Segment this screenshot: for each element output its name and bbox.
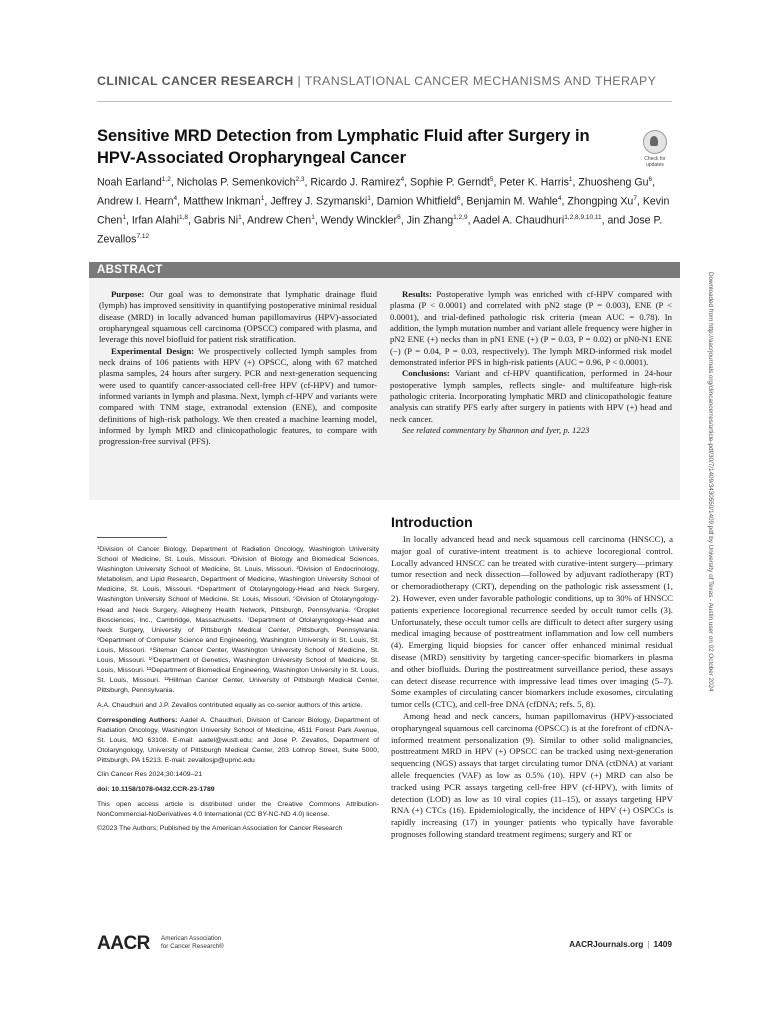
header-rule — [97, 101, 672, 102]
author: Matthew Inkman — [183, 195, 261, 208]
author: Zhongping Xu — [567, 195, 634, 208]
abstract-right-column — [390, 289, 672, 436]
abstract-design — [99, 346, 377, 448]
abstract-purpose — [99, 289, 377, 346]
conclusions-text: Variant and cf-HPV quantification, performed in 24-hour postoperative lymph samples, reflects single- and multifeature high-risk pathologic criteria. Incorporating lymphatic MRD and clinicopathologic feature analysis can stratify PFS early after surgery in patients with HPV (+) head and neck cancer. — [390, 368, 673, 424]
assoc-line-2: for Cancer Research® — [161, 943, 224, 950]
purpose-text: Our goal was to demonstrate that lymphatic drainage fluid (lymph) has improved sensitivity in quantifying postoperative minimal residual disease (MRD) in locally advanced human papillomavirus (HPV)-associated oropharyngeal squamous cell carcinoma (OPSCC) compared with plasma, and leverage this novel biofluid for patient risk stratification. — [99, 289, 378, 345]
aacr-association-name — [161, 935, 224, 951]
design-label: Experimental Design: — [111, 345, 195, 356]
author-affiliation: 1 — [122, 214, 126, 222]
author: Kevin Chen — [97, 195, 670, 227]
author-affiliation: 1 — [367, 195, 371, 203]
assoc-line-1: American Association — [161, 935, 222, 942]
citation: Clin Cancer Res 2024;30:1409–21 — [97, 771, 203, 779]
corresponding-label: Corresponding Authors: — [97, 716, 178, 724]
page-number: 1409 — [653, 939, 672, 949]
design-text: We prospectively collected lymph samples from neck drains of 106 patients with HPV (+) OPSCC, along with 67 matched plasma samples, 24 hours after surgery. PCR and next-generation sequencing were used to quantify cancer-associated cell-free HPV (cf-HPV) and tumor-informed variants in lymph and plasma. Next, lymph cf-HPV and variants were compared with TNM stage, extranodal extension (ENE), and composite definitions of high-risk pathology. We then created a machine learning model, informed by lymph MRD and clinicopathologic features, to compare with progression-free survival (PFS). — [99, 345, 377, 447]
author-list: Noah Earland$^{1,2}$, Nicholas P. Semenkovich$^{2,3}$, Ricardo J. Ramirez$^4$, Sophie P. Gerndt$^5$, Peter K. Harris$^1$, Zhuosheng Gu$^6$, Andrew I. Hearn$^4$, Matthew Inkman$^1$, Jeffrey J. Szymanski$^1$, Damion Whitfield$^6$, Benjamin M. Wahle$^4$, Zhongping Xu$^7$, Kevin Chen$^1$, Irfan Alahi$^{1,8}$, Gabris Ni$^1$, Andrew Chen$^1$, Wendy Winckler$^6$, Jin Zhang$^{1,2,9}$, Aadel A. Chaudhuri$^{1,2,8,9,10,11}$, and Jose P. Zevallos$^{7,12}$ — [97, 176, 670, 246]
author: Gabris Ni — [193, 214, 239, 227]
check-for-updates-badge[interactable] — [640, 130, 670, 168]
author: Sophie P. Gerndt — [410, 176, 490, 189]
doi-label: doi: — [97, 786, 110, 794]
footnote-rule — [97, 537, 167, 538]
corresponding-text: Aadel A. Chaudhuri, Division of Cancer Biology, Department of Radiation Oncology, Washington University School of Medicine, 4511 Forest Park Avenue, St. Louis, MO 63108. E-mail: aadel@wustl.edu; and Jose P. Zevallos, Department of Otolaryngology, University of Pittsburgh Medical Center, 203 Lothrop Street, Suite 5000, Pittsburgh, PA 15213. E-mail: zevallosjp@upmc.edu — [97, 716, 379, 764]
author: Noah Earland — [97, 176, 162, 189]
author-affiliation: 6 — [397, 214, 401, 222]
results-text: Postoperative lymph was enriched with cf-HPV compared with plasma (P < 0.0001) and correlated with pN2 stage (P = 0.003), ENE (P < 0.0001), and trial-defined pathologic risk criteria (mean AUC = 0.78). In addition, the lymph mutation number and variant allele frequency were higher in pN2 ENE (+) necks than in pN1 ENE (+) (P = 0.03, P = 0.02) or pN0-N1 ENE (−) (P = 0.04, P = 0.03, respectively). The lymph MRD-informed risk model demonstrated inferior PFS in high-risk patients (AUC = 0.96, P < 0.0001). — [390, 289, 673, 368]
commentary-link[interactable]: See related commentary by Shannon and Iyer, p. 1223 — [402, 425, 590, 436]
intro-paragraph-2: Among head and neck cancers, human papillomavirus (HPV)-associated oropharyngeal squamous cell carcinoma (OPSCC) is at the forefront of cfDNA-informed treatment personalization (9). Similar to other solid malignancies, posttreatment MRD in HPV (+) OPSCC can be tracked using next-generation sequencing (NGS) assays that target circulating tumor DNA (ctDNA) at variant allele frequencies (VAF) as low as 0.5% (10). HPV (+) MRD can also be tracked using PCR assays targeting cell-free HPV (cf-HPV), with limits of detection (LOD) as low as 10 viral copies (11–15), or assays targeting HPV RNA (+) CTCs (16). Epidemiologically, the incidence of HPV (+) OSPCCs is rapidly increasing (17) in younger patients who typically have favorable prognoses following standard treatment regimens; surgery and RT or — [391, 710, 673, 839]
author-affiliation: 1 — [568, 176, 573, 183]
author: Andrew Chen — [247, 214, 312, 227]
author-affiliation: 6 — [456, 195, 461, 203]
footer-site[interactable]: AACRJournals.org — [569, 939, 644, 949]
author-affiliation: 4 — [400, 176, 405, 183]
author: Jose P. Zevallos — [97, 214, 663, 246]
journal-name: CLINICAL CANCER RESEARCH — [97, 74, 294, 88]
author: Andrew I. Hearn — [97, 195, 174, 208]
footer-page-info — [569, 939, 672, 949]
author-affiliation: 2,3 — [295, 176, 305, 183]
introduction-heading: Introduction — [391, 514, 473, 530]
intro-paragraph-1: In locally advanced head and neck squamous cell carcinoma (HNSCC), a major goal of curative-intent treatment is to achieve locoregional control. Locally advanced HNSCC can be treated with curative-intent surgery—primary tumor resection and neck dissection—followed by adjuvant radiotherapy (RT) or chemoradiotherapy (CRT), depending on the pathologic risk assessment (1, 2). However, even under favorable pathologic conditions, up to 30% of HNSCC patients experience locoregional recurrence seeded by occult tumor cells (3). Unfortunately, these occult tumor cells are difficult to detect after surgery using medical imaging because of posttreatment inflammation and low cell numbers (4). Emerging liquid biopsies for cancer offer enhanced minimal residual disease (MRD) sensitivity by targeting cancer-specific biomarkers in plasma and other biofluids. During the posttreatment surveillance period, these assays can detect disease recurrence with impressive lead times over imaging (5–7). Some examples of circulating cancer biomarkers include exosomes, circulating tumor cells (CTC), and cell-free DNA (cfDNA; refs. 5, 8). — [391, 534, 673, 710]
author-affiliation: 1,2,9 — [453, 214, 468, 222]
footnotes — [97, 545, 379, 839]
author: Benjamin M. Wahle — [466, 195, 558, 208]
conclusions-label: Conclusions: — [402, 368, 450, 379]
abstract-left-column — [99, 289, 377, 448]
author: Damion Whitfield — [376, 195, 457, 208]
author-affiliation: 4 — [557, 195, 562, 203]
author: Jeffrey J. Szymanski — [270, 195, 368, 208]
section-name: TRANSLATIONAL CANCER MECHANISMS AND THERAPY — [304, 74, 657, 88]
journal-header — [97, 74, 677, 88]
results-label: Results: — [402, 289, 432, 299]
author: Irfan Alahi — [131, 214, 179, 227]
aacr-logo: AACR — [97, 933, 150, 954]
author-affiliation: 1 — [238, 214, 242, 222]
article-title: Sensitive MRD Detection from Lymphatic Fluid after Surgery in HPV-Associated Oropharyngeal Cancer — [97, 127, 590, 167]
download-watermark-text: Downloaded from http://aacrjournals.org/clincancerres/article-pdf/30/7/1409/3430550/1409.pdf by University of Texas - Austin user on 02 October 2024 — [707, 272, 714, 692]
author: Jin Zhang — [406, 214, 454, 227]
download-watermark — [705, 272, 715, 992]
footer-separator: | — [647, 939, 650, 949]
doi-value[interactable]: 10.1158/1078-0432.CCR-23-1789 — [111, 786, 215, 794]
author: Zhuosheng Gu — [578, 176, 649, 189]
introduction-body — [391, 534, 673, 841]
abstract-results — [390, 289, 672, 368]
author-affiliation: 1,2,8,9,10,11 — [564, 214, 602, 222]
corresponding-authors — [97, 716, 379, 766]
author-affiliation: 1 — [260, 195, 265, 203]
header-separator: | — [297, 74, 302, 88]
author: Wendy Winckler — [320, 214, 398, 227]
author-affiliation: 1,2 — [161, 176, 171, 183]
abstract-heading: ABSTRACT — [97, 264, 163, 276]
author: Nicholas P. Semenkovich — [176, 176, 296, 189]
related-commentary[interactable] — [390, 425, 672, 436]
abstract-conclusions — [390, 368, 672, 425]
author: Peter K. Harris — [499, 176, 569, 189]
doi[interactable] — [97, 785, 379, 795]
author: Aadel A. Chaudhuri — [472, 214, 565, 227]
author-affiliation: 5 — [489, 176, 494, 183]
check-updates-label: Check for updates — [644, 156, 666, 168]
author-affiliation: 6 — [648, 176, 653, 183]
check-updates-icon — [643, 130, 667, 154]
purpose-label: Purpose: — [111, 289, 145, 299]
author-affiliation: 1 — [311, 214, 315, 222]
copyright-note: ©2023 The Authors; Published by the American Association for Cancer Research — [97, 825, 343, 833]
author-affiliation: 1,8 — [178, 214, 189, 222]
author-affiliation: 7,12 — [136, 233, 150, 241]
license-note: This open access article is distributed under the Creative Commons Attribution-NonCommercial-NoDerivatives 4.0 International (CC BY-NC-ND 4.0) license. — [97, 800, 379, 818]
author-affiliation: 7 — [633, 195, 637, 203]
co-senior-note: A.A. Chaudhuri and J.P. Zevallos contributed equally as co-senior authors of this article. — [97, 701, 363, 709]
affiliations: ¹Division of Cancer Biology, Department of Radiation Oncology, Washington University School of Medicine, St. Louis, Missouri. ²Division of Biology and Biomedical Sciences, Washington University School of Medicine, St. Louis, Missouri. ³Division of Endocrinology, Metabolism, and Lipid Research, Department of Medicine, Washington University School of Medicine, St. Louis, Missouri. ⁴Department of Otolaryngology-Head and Neck Surgery, Washington University School of Medicine, St. Louis, Missouri. ⁵Division of Otolaryngology-Head and Neck Surgery, Allegheny Health Network, Pittsburgh, Pennsylvania. ⁶Droplet Biosciences, Inc., Cambridge, Massachusetts. ⁷Department of Otolaryngology-Head and Neck Surgery, University of Pittsburgh Medical Center, Pittsburgh, Pennsylvania. ⁸Department of Computer Science and Engineering, Washington University in St. Louis, St. Louis, Missouri. ⁹Siteman Cancer Center, Washington University School of Medicine, St. Louis, Missouri. ¹⁰Department of Genetics, Washington University School of Medicine, St. Louis, Missouri. ¹¹Department of Biomedical Engineering, Washington University in St. Louis, St. Louis, Missouri. ¹²Hillman Cancer Center, University of Pittsburgh Medical Center, Pittsburgh, Pennsylvania. — [97, 546, 379, 695]
abstract-band — [89, 262, 680, 278]
author-affiliation: 4 — [173, 195, 178, 203]
author: Ricardo J. Ramirez — [310, 176, 401, 189]
